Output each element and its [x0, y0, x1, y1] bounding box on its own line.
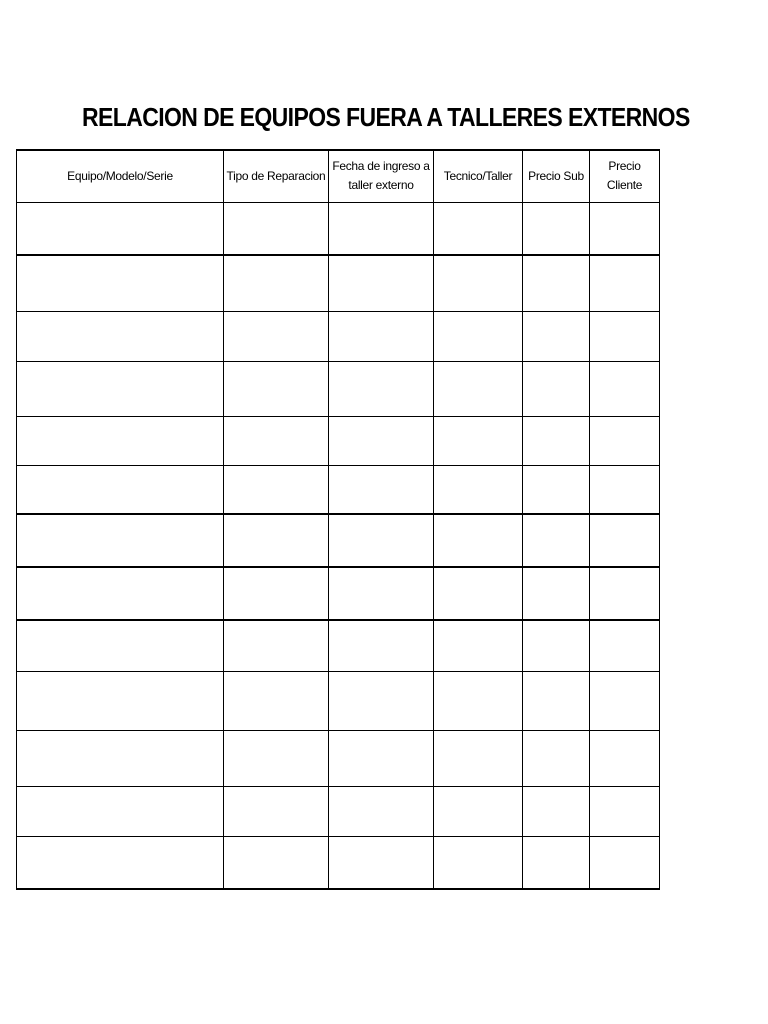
table-cell[interactable]	[224, 730, 329, 786]
table-cell[interactable]	[523, 255, 590, 311]
header-equipo-modelo-serie: Equipo/Modelo/Serie	[17, 150, 224, 202]
table-cell[interactable]	[590, 255, 660, 311]
table-cell[interactable]	[590, 730, 660, 786]
table-row	[17, 786, 660, 836]
table-cell[interactable]	[329, 567, 434, 620]
table-cell[interactable]	[17, 730, 224, 786]
table-cell[interactable]	[17, 416, 224, 465]
table-cell[interactable]	[523, 202, 590, 255]
table-cell[interactable]	[329, 671, 434, 730]
table-cell[interactable]	[329, 465, 434, 514]
table-cell[interactable]	[17, 202, 224, 255]
table-cell[interactable]	[329, 620, 434, 671]
header-tipo-de-reparacion: Tipo de Reparacion	[224, 150, 329, 202]
table-header-row	[17, 150, 660, 202]
table-cell[interactable]	[329, 202, 434, 255]
header-precio-cliente: Precio Cliente	[590, 150, 660, 202]
table-cell[interactable]	[17, 567, 224, 620]
table-cell[interactable]	[224, 361, 329, 416]
table-cell[interactable]	[17, 671, 224, 730]
table-cell[interactable]	[224, 836, 329, 889]
table-cell[interactable]	[523, 671, 590, 730]
table-cell[interactable]	[329, 514, 434, 567]
table-cell[interactable]	[224, 202, 329, 255]
table-cell[interactable]	[523, 361, 590, 416]
table-row	[17, 416, 660, 465]
table-cell[interactable]	[17, 465, 224, 514]
table-cell[interactable]	[224, 786, 329, 836]
table-cell[interactable]	[434, 836, 523, 889]
table-cell[interactable]	[329, 836, 434, 889]
table-cell[interactable]	[523, 514, 590, 567]
table-cell[interactable]	[590, 620, 660, 671]
table-row	[17, 730, 660, 786]
table-cell[interactable]	[523, 786, 590, 836]
table-cell[interactable]	[329, 361, 434, 416]
table-cell[interactable]	[523, 465, 590, 514]
table-row	[17, 202, 660, 255]
table-cell[interactable]	[434, 730, 523, 786]
table-cell[interactable]	[224, 255, 329, 311]
table-cell[interactable]	[590, 202, 660, 255]
table-cell[interactable]	[590, 567, 660, 620]
table-cell[interactable]	[590, 514, 660, 567]
table-cell[interactable]	[590, 361, 660, 416]
table-cell[interactable]	[224, 567, 329, 620]
table-row	[17, 361, 660, 416]
table-cell[interactable]	[523, 311, 590, 361]
header-tecnico-taller: Tecnico/Taller	[434, 150, 523, 202]
table-cell[interactable]	[434, 361, 523, 416]
table-cell[interactable]	[523, 730, 590, 786]
table-cell[interactable]	[17, 514, 224, 567]
table-row	[17, 465, 660, 514]
table-cell[interactable]	[329, 311, 434, 361]
table-cell[interactable]	[434, 786, 523, 836]
table-cell[interactable]	[590, 671, 660, 730]
table-cell[interactable]	[224, 671, 329, 730]
table-cell[interactable]	[17, 361, 224, 416]
table-cell[interactable]	[17, 311, 224, 361]
table-cell[interactable]	[434, 416, 523, 465]
table-cell[interactable]	[434, 255, 523, 311]
table-cell[interactable]	[224, 514, 329, 567]
table-cell[interactable]	[224, 620, 329, 671]
table-cell[interactable]	[224, 465, 329, 514]
table-cell[interactable]	[590, 416, 660, 465]
table-cell[interactable]	[590, 465, 660, 514]
table-cell[interactable]	[17, 620, 224, 671]
table-cell[interactable]	[329, 786, 434, 836]
table-cell[interactable]	[434, 311, 523, 361]
table-body	[17, 202, 660, 889]
table-cell[interactable]	[434, 567, 523, 620]
table-cell[interactable]	[523, 620, 590, 671]
table-cell[interactable]	[434, 465, 523, 514]
table-cell[interactable]	[224, 416, 329, 465]
table-cell[interactable]	[434, 514, 523, 567]
table-cell[interactable]	[17, 836, 224, 889]
table-cell[interactable]	[523, 567, 590, 620]
table-cell[interactable]	[17, 255, 224, 311]
header-precio-sub: Precio Sub	[523, 150, 590, 202]
table-row	[17, 620, 660, 671]
header-fecha-de-ingreso	[329, 150, 434, 202]
document-title: RELACION DE EQUIPOS FUERA A TALLERES EXTERNOS	[82, 102, 690, 132]
table-cell[interactable]	[329, 730, 434, 786]
table-cell[interactable]	[329, 416, 434, 465]
equipment-table	[16, 149, 660, 890]
header-fecha-de-ingreso-label: Fecha de ingreso a taller externo	[332, 159, 430, 193]
table-row	[17, 255, 660, 311]
table-row	[17, 514, 660, 567]
table-row	[17, 836, 660, 889]
table-cell[interactable]	[224, 311, 329, 361]
table-cell[interactable]	[590, 836, 660, 889]
table-cell[interactable]	[523, 416, 590, 465]
table-cell[interactable]	[434, 202, 523, 255]
table-cell[interactable]	[434, 671, 523, 730]
table-cell[interactable]	[434, 620, 523, 671]
table-cell[interactable]	[590, 311, 660, 361]
table-cell[interactable]	[590, 786, 660, 836]
table-cell[interactable]	[17, 786, 224, 836]
table-cell[interactable]	[523, 836, 590, 889]
table-cell[interactable]	[329, 255, 434, 311]
table-row	[17, 311, 660, 361]
table-row	[17, 567, 660, 620]
table-row	[17, 671, 660, 730]
